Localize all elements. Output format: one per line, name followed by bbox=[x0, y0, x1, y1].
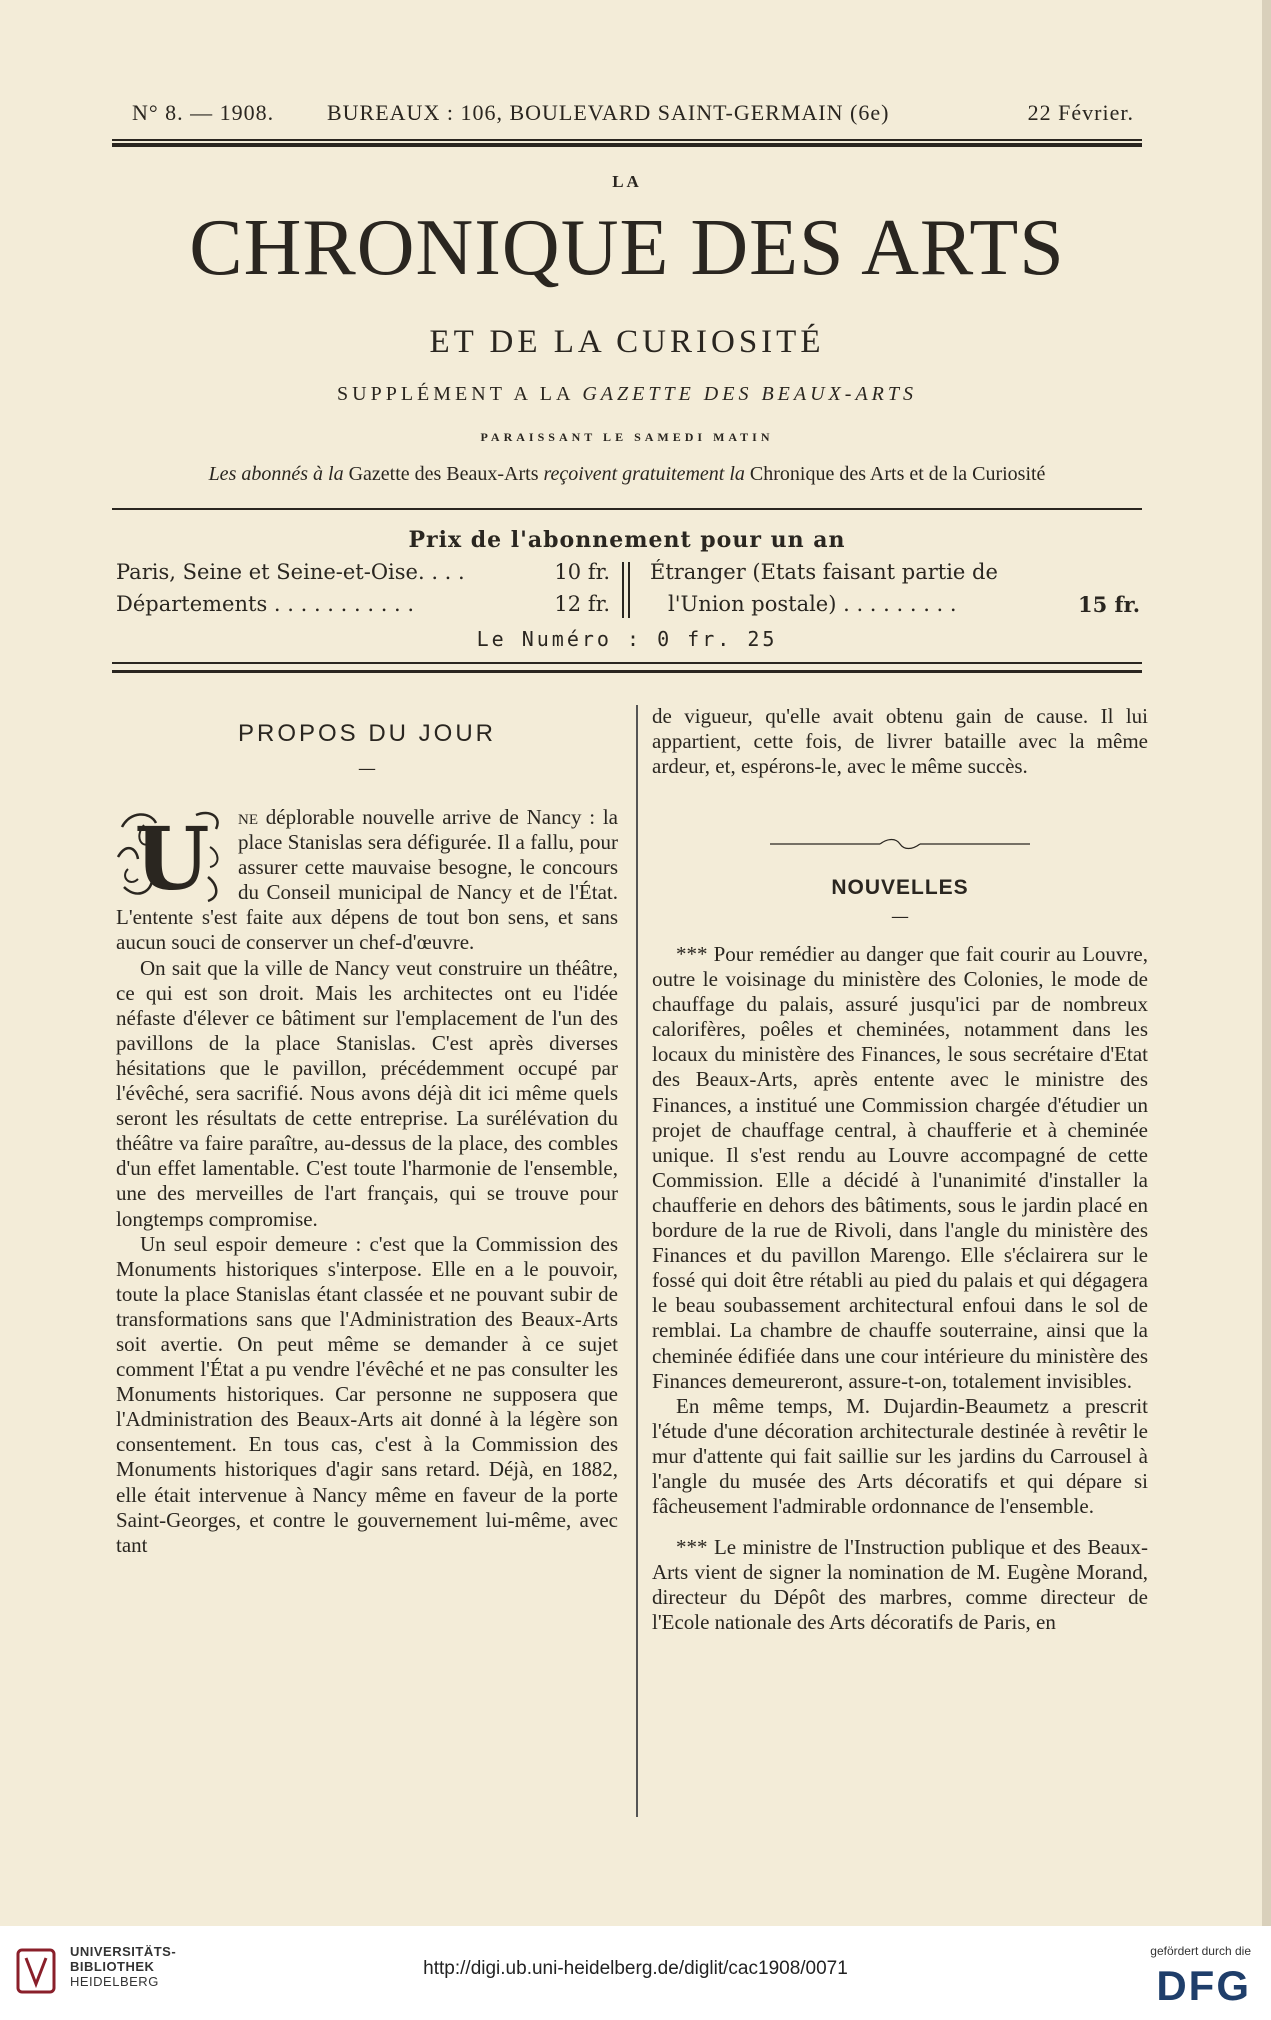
right-column-continuation bbox=[652, 704, 1148, 779]
propos-heading: PROPOS DU JOUR bbox=[237, 720, 497, 747]
abonnes-part-3: reçoivent gratuitement la bbox=[543, 463, 745, 485]
propos-first-word: ne bbox=[238, 805, 258, 829]
etranger-label-1: Étranger (Etats faisant partie de bbox=[650, 560, 998, 584]
header-rule bbox=[112, 139, 1142, 141]
source-url[interactable]: http://digi.ub.uni-heidelberg.de/diglit/cac1908/0071 bbox=[423, 1958, 848, 1979]
parution-line: PARAISSANT LE SAMEDI MATIN bbox=[480, 430, 774, 444]
etranger-label-2: l'Union postale) . . . . . . . . . bbox=[668, 592, 957, 616]
nouvelles-item-3-text: Le ministre de l'Instruction publique et des Beaux-Arts vient de signer la nomination de M. Eugène Morand, directeur du Dépôt des marbres, comme directeur de l'Ecole nationale des Arts décoratifs de Paris, en bbox=[652, 1535, 1148, 1635]
propos-dash: — bbox=[358, 758, 376, 779]
asterism-mark: *** bbox=[676, 942, 714, 966]
header-rule-thick bbox=[112, 143, 1142, 147]
nouvelles-dash: — bbox=[891, 906, 909, 927]
departements-label: Départements . . . . . . . . . . . bbox=[116, 592, 415, 616]
issue-date: 22 Février. bbox=[1027, 100, 1134, 125]
masthead-title: CHRONIQUE DES ARTS bbox=[189, 204, 1065, 292]
asterism-mark-2: *** bbox=[676, 1535, 714, 1560]
departements-price: 12 fr. bbox=[554, 592, 610, 616]
subscription-rule bbox=[112, 662, 1142, 664]
dfg-logo: DFG bbox=[1156, 1962, 1251, 2009]
paris-price: 10 fr. bbox=[554, 560, 610, 584]
propos-paragraph-1-rest: déplorable nouvelle arrive de Nancy : la place Stanislas sera défigurée. Il a fallu, pour assurer cette mauvaise besogne, le concours du Conseil municipal de Nancy et de l'État. L'entente s'est faite aux dépens de tout bon sens, et sans aucun souci de conserver un chef-d'œuvre. bbox=[116, 805, 618, 955]
subscription-title: Prix de l'abonnement pour un an bbox=[408, 527, 846, 553]
etranger-price: 15 fr. bbox=[1077, 592, 1140, 617]
supplement-prefix: SUPPLÉMENT A LA bbox=[337, 383, 583, 405]
abonnes-part-1: Les abonnés à la bbox=[208, 463, 344, 485]
ornamental-dropcap-icon bbox=[116, 807, 228, 905]
svg-text:U: U bbox=[134, 809, 210, 905]
paris-label: Paris, Seine et Seine-et-Oise. . . . bbox=[116, 560, 465, 584]
issue-number: N° 8. — 1908. bbox=[132, 100, 275, 125]
supplement-line bbox=[112, 383, 1142, 406]
dfg-caption: gefördert durch die bbox=[1150, 1944, 1251, 1958]
nouvelles-item-1-text: Pour remédier au danger que fait courir au Louvre, outre le voisinage du ministère des Colonies, le mode de chauffage du palais, assuré jusqu'ici par de nombreux calorifères, poêles et cheminées, notamment dans les locaux du ministère des Finances, le sous secrétaire d'Etat des Beaux-Arts, après entente avec le ministre des Finances, a institué une Commission chargée d'étudier un projet de chauffage central, à chaufferie et à cheminée unique. Il s'est rendu au Louvre accompagné de cette Commission. Elle a décidé à l'unanimité d'installer la chaufferie en dehors des bâtiments, sous le jardin placé en bordure de la rue de Rivoli, dans l'angle du ministère des Finances et du pavillon Marengo. Elle s'éclairera sur le fossé qui doit être rétabli au pied du palais et qui dégagera le beau soubassement architectural enfoui dans le sol de remblai. La chambre de chauffe souterraine, ainsi que la cheminée édifiée dans une cour intérieure du ministère des Finances demeureront, assure-t-on, totalement invisibles. bbox=[652, 942, 1149, 1393]
column-separator bbox=[636, 705, 638, 1817]
abonnes-line bbox=[112, 463, 1142, 486]
masthead-subtitle: ET DE LA CURIOSITÉ bbox=[429, 324, 825, 360]
abonnes-part-4: Chronique des Arts et de la Curiosité bbox=[744, 463, 1046, 485]
nouvelles-item-3 bbox=[652, 1535, 1148, 1635]
numero-price: Le Numéro : 0 fr. 25 bbox=[476, 627, 778, 651]
section-ornament-icon bbox=[770, 838, 1030, 850]
masthead-la: LA bbox=[612, 172, 642, 191]
propos-paragraph-3: Un seul espoir demeure : c'est que la Commission des Monuments historiques s'interpose. Elle en a le pouvoir, toute la place Stanislas étant classée et ne pouvant subir de transformations sans que l'Administration des Beaux-Arts soit avertie. On peut même se demander à ce sujet comment l'État a pu vendre l'évêché et ne pas consulter les Monuments historiques. Car personne ne supposera que l'Administration des Beaux-Arts ait donné à la légère son consentement. En tous cas, c'est à la Commission des Monuments historiques d'agir sans retard. Déjà, en 1882, elle était intervenue à Nancy même en faveur de la porte Saint-Georges, et contre le gouvernement lui-même, avec tant bbox=[116, 1231, 618, 1557]
abonnes-part-2: Gazette des Beaux-Arts bbox=[343, 463, 544, 485]
page-edge bbox=[1262, 0, 1271, 1926]
subscription-divider bbox=[622, 562, 624, 618]
subscription-rule-thick bbox=[112, 670, 1142, 673]
uni-line-1: UNIVERSITÄTS- bbox=[70, 1944, 177, 1959]
nouvelles-item-2: En même temps, M. Dujardin-Beaumetz a prescrit l'étude d'une décoration architecturale destinée à revêtir le mur d'attente qui fait saillie sur les jardins du Carrousel à l'angle du musée des Arts décoratifs et qui dépare si fâcheusement l'admirable ordonnance de l'ensemble. bbox=[652, 1393, 1148, 1519]
uni-line-3: HEIDELBERG bbox=[70, 1974, 159, 1989]
nouvelles-item-1 bbox=[652, 942, 1148, 1394]
continuation-paragraph: de vigueur, qu'elle avait obtenu gain de cause. Il lui appartient, cette fois, de livrer bataille avec la même ardeur, et, espérons-le, avec le même succès. bbox=[652, 704, 1148, 779]
propos-paragraph-2: On sait que la ville de Nancy veut construire un théâtre, ce qui est son droit. Mais les architectes ont eu l'idée néfaste d'élever ce bâtiment sur l'emplacement de l'un des pavillons de la place Stanislas. C'est après diverses hésitations que le pavillon, précédemment occupé par l'évêché, sera sacrifié. Nous avons déjà dit ici même quels seront les résultats de cette entreprise. La surélévation du théâtre va faire paraître, au-dessus de la place, des combles d'un effet lamentable. C'est toute l'harmonie de l'ensemble, une des merveilles de l'art français, qui se trouve pour longtemps compromise. bbox=[116, 955, 618, 1231]
uni-line-2: BIBLIOTHEK bbox=[70, 1959, 155, 1974]
nouvelles-text bbox=[652, 942, 1148, 1636]
left-column-text bbox=[116, 805, 618, 1558]
subscription-divider-2 bbox=[628, 562, 630, 618]
masthead-rule bbox=[112, 508, 1142, 510]
supplement-gazette: GAZETTE DES BEAUX-ARTS bbox=[582, 383, 917, 405]
nouvelles-heading: NOUVELLES bbox=[831, 876, 969, 899]
bureaux-address: BUREAUX : 106, BOULEVARD SAINT-GERMAIN (6e) bbox=[327, 100, 890, 125]
propos-paragraph-1 bbox=[116, 805, 618, 956]
